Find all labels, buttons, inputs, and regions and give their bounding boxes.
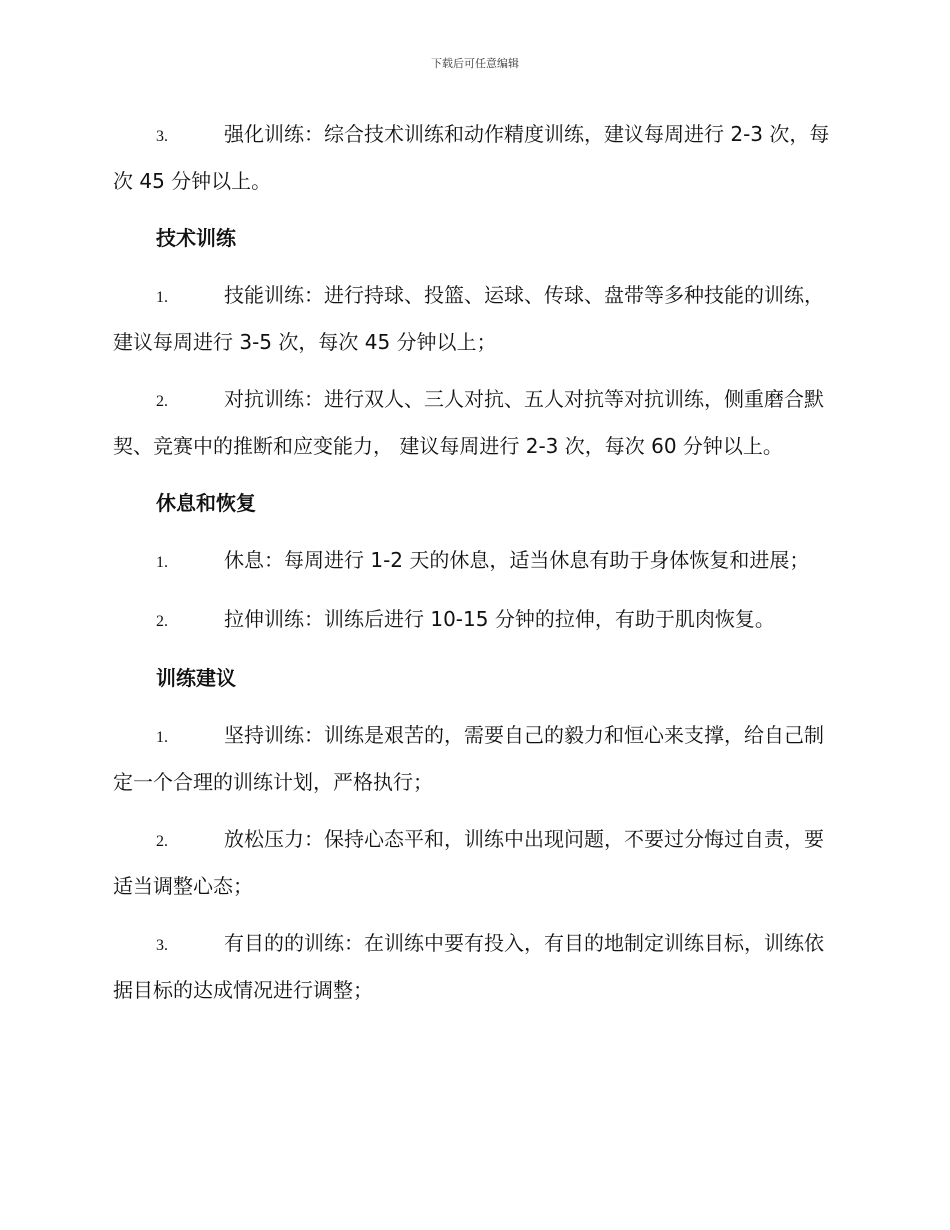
list-item (113, 112, 833, 204)
list-item (113, 377, 833, 469)
list-text: 技能训练：进行持球、投篮、运球、传球、盘带等多种技能的训练，建议每周进行 3-5 次，每次 45 分钟以上； (113, 283, 824, 354)
section-heading: 技术训练 (156, 226, 236, 250)
list-number: 3. (156, 128, 168, 145)
list-number: 1. (156, 554, 168, 571)
list-number: 2. (156, 393, 168, 410)
list-text: 放松压力：保持心态平和，训练中出现问题，不要过分悔过自责，要适当调整心态； (113, 827, 824, 898)
list-number: 1. (156, 289, 168, 306)
list-number: 1. (156, 729, 168, 746)
list-text: 休息：每周进行 1-2 天的休息，适当休息有助于身体恢复和进展； (224, 548, 810, 572)
list-item (113, 538, 833, 585)
list-text: 拉伸训练：训练后进行 10-15 分钟的拉伸，有助于肌肉恢复。 (224, 607, 775, 631)
list-number: 3. (156, 937, 168, 954)
list-text: 坚持训练：训练是艰苦的，需要自己的毅力和恒心来支撑，给自己制定一个合理的训练计划，严格执行； (113, 723, 824, 794)
list-text: 强化训练：综合技术训练和动作精度训练，建议每周进行 2-3 次，每次 45 分钟以上。 (113, 122, 830, 193)
list-item (113, 713, 833, 805)
list-item (113, 921, 833, 1013)
page-header: 下载后可任意编辑 (431, 57, 519, 70)
list-item (113, 817, 833, 909)
list-number: 2. (156, 833, 168, 850)
list-item (113, 597, 833, 644)
list-text: 对抗训练：进行双人、三人对抗、五人对抗等对抗训练，侧重磨合默契、竞赛中的推断和应变能力， 建议每周进行 2-3 次，每次 60 分钟以上。 (113, 387, 824, 458)
section-heading: 休息和恢复 (156, 491, 256, 515)
document-content (113, 112, 833, 1025)
list-number: 2. (156, 613, 168, 630)
list-text: 有目的的训练：在训练中要有投入，有目的地制定训练目标，训练依据目标的达成情况进行调整； (113, 931, 824, 1002)
section-heading: 训练建议 (156, 666, 236, 690)
list-item (113, 273, 833, 365)
